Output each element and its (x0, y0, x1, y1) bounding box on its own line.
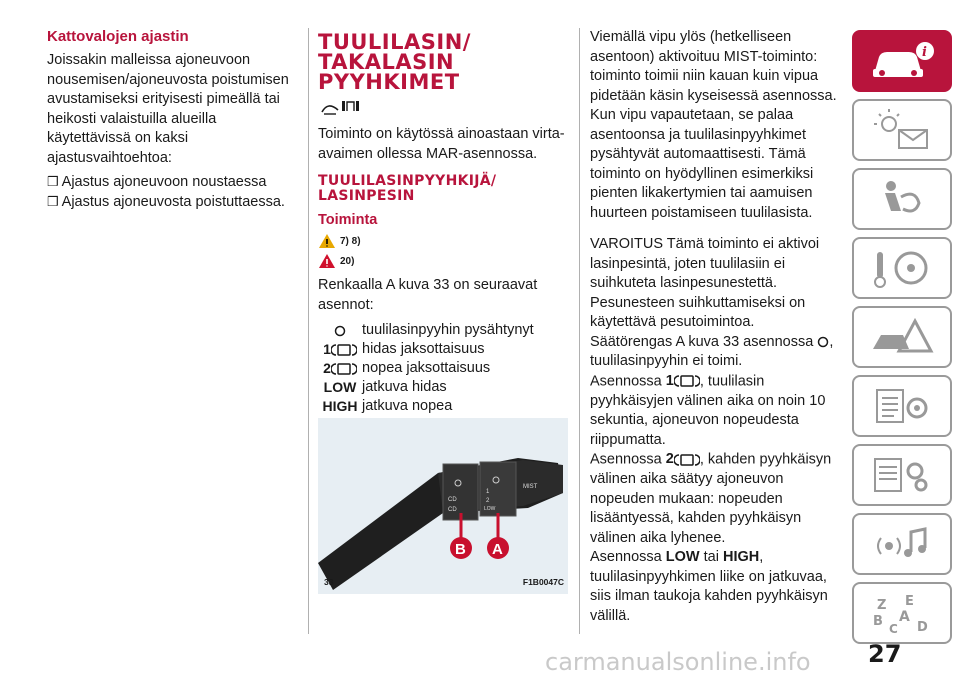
index-icon (867, 591, 937, 635)
mode-symbol: LOW (323, 379, 357, 395)
maintenance-icon (867, 384, 937, 428)
bullet-list (47, 172, 297, 212)
list-item: ❒ Ajastus ajoneuvosta poistuttaessa. (47, 194, 285, 210)
wiper-key-icon (318, 98, 568, 121)
paragraph: Säätörengas A kuva 33 asennossa , tuulilasinpyyhin ei toimi. (590, 333, 834, 369)
circle-icon (817, 336, 829, 348)
intro-text: Toiminto on käytössä ainoastaan virta-avaimen ollessa MAR-asennossa. (318, 126, 565, 162)
tab-multimedia[interactable] (852, 513, 952, 575)
paragraph: VAROITUS Tämä toiminto ei aktivoi lasinpesintä, joten tuulilasiin ei suihkuteta lasinpesunestettä. Pesunesteen suihkuttamiseksi on käytettävä pesutoimintoa. (590, 236, 820, 330)
tab-car-info[interactable] (852, 30, 952, 92)
tab-safety[interactable] (852, 168, 952, 230)
paragraph: Asennossa LOW tai HIGH, tuulilasinpyyhkimen liike on jatkuvaa, siis ilman taukoja kahden pyyhkäisyn välillä. (590, 549, 828, 624)
ring-label: 1 (486, 489, 490, 495)
warning-icon (318, 253, 336, 269)
stalk-label: MIST (523, 484, 538, 490)
svg-text:CD: CD (448, 497, 457, 503)
paragraph: Viemällä vipu ylös (hetkelliseen asentoon) aktivoituu MIST-toiminto: toiminto toimii niin kauan kuin vipua pidetään käsin kyseisessä asennossa. Kun vipu vapautetaan, se palaa asentoonsa ja tuulilasinpyyhkimet pysähtyvät automaattisesti. Tämä toiminto on hyödyllinen esimerkiksi pienten likakertymien tai aamuisen huurteen poistamiseen tuulilasista. (590, 29, 837, 221)
caution-note: 7) 8) (318, 232, 568, 250)
subsection-title: TUULILASINPYYHKIJÄ/ LASINPESIN (318, 173, 497, 204)
svg-text:E: E (905, 594, 914, 609)
wiper-stalk-figure (318, 418, 568, 594)
svg-text:D: D (917, 620, 928, 635)
mode-row: tuulilasinpyyhin pysähtynyt (318, 321, 568, 340)
column-right (590, 28, 845, 626)
tab-maintenance[interactable] (852, 375, 952, 437)
multimedia-icon (867, 522, 937, 566)
interval-icon: 1 (318, 340, 362, 359)
interval-icon: 1 (666, 372, 700, 392)
mode-row: 2 nopea jaksottaisuus (318, 359, 568, 378)
mode-symbol: HIGH (322, 398, 358, 414)
section-title: TUULILASIN/ TAKALASIN PYYHKIMET (318, 30, 471, 94)
tab-index[interactable] (852, 582, 952, 644)
column-divider (308, 28, 309, 634)
svg-text:CD: CD (448, 507, 457, 513)
airbag-seat-icon (867, 177, 937, 221)
paragraph: Joissakin malleissa ajoneuvoon nousemisen/ajoneuvosta poistumisen avustamiseksi erityisesti pimeällä tai heikosti valaistuilla alueilla käytettävissä on kaksi ajastusvaihtoehtoa: (47, 52, 289, 166)
circle-icon (318, 325, 362, 337)
svg-text:Z: Z (877, 598, 887, 613)
key-steering-icon (867, 246, 937, 290)
svg-text:i: i (922, 45, 927, 60)
breakdown-warning-icon (867, 315, 937, 359)
svg-text:C: C (889, 622, 898, 635)
interval-icon: 2 (666, 450, 700, 470)
caution-icon (318, 233, 336, 249)
figure-label-a: A (492, 541, 503, 558)
page-number: 27 (868, 640, 902, 668)
subsection-heading: Toiminta (318, 212, 378, 228)
mode-row: 1 hidas jaksottaisuus (318, 340, 568, 359)
ring-label: LOW (484, 506, 496, 512)
svg-text:B: B (873, 614, 883, 629)
figure-label-b: B (455, 541, 466, 558)
svg-text:A: A (899, 609, 910, 625)
tab-lights-warnings[interactable] (852, 99, 952, 161)
figure-number: 33 (324, 577, 334, 587)
lead-text: Renkaalla A kuva 33 on seuraavat asennot: (318, 277, 538, 313)
mode-list (318, 321, 568, 416)
figure-caption (324, 577, 564, 587)
paragraph: Asennossa 1 , tuulilasin pyyhkäisyjen välinen aika on noin 10 sekuntia, ajoneuvon nopeudesta riippumatta. (590, 372, 826, 448)
bullet-icon: ❒ (47, 194, 59, 209)
warning-note: 20) (318, 252, 568, 270)
tab-starting-driving[interactable] (852, 237, 952, 299)
interval-icon: 2 (318, 359, 362, 378)
specs-icon (867, 453, 937, 497)
car-info-icon (867, 39, 937, 83)
paragraph: Asennossa 2 , kahden pyyhkäisyn välinen aika säätyy ajoneuvon nopeuden mukaan: nopeuden lisääntyessä, kahden pyyhkäisyn välinen aika lyhenee. (590, 451, 832, 546)
chapter-tabs (852, 30, 954, 651)
column-divider (579, 28, 580, 634)
watermark: carmanualsonline.info (545, 648, 811, 676)
mode-row: LOW jatkuva hidas (318, 378, 568, 397)
section-heading: Kattovalojen ajastin (47, 28, 189, 45)
tab-emergency[interactable] (852, 306, 952, 368)
ring-label: 2 (486, 498, 490, 504)
mode-row: HIGH jatkuva nopea (318, 397, 568, 416)
column-middle (318, 28, 568, 416)
list-item: ❒ Ajastus ajoneuvoon noustaessa (47, 174, 267, 190)
figure-code: F1B0047C (522, 577, 564, 587)
lights-warning-icon (867, 108, 937, 152)
bullet-icon: ❒ (47, 174, 59, 189)
tab-technical-data[interactable] (852, 444, 952, 506)
column-left (47, 28, 297, 212)
